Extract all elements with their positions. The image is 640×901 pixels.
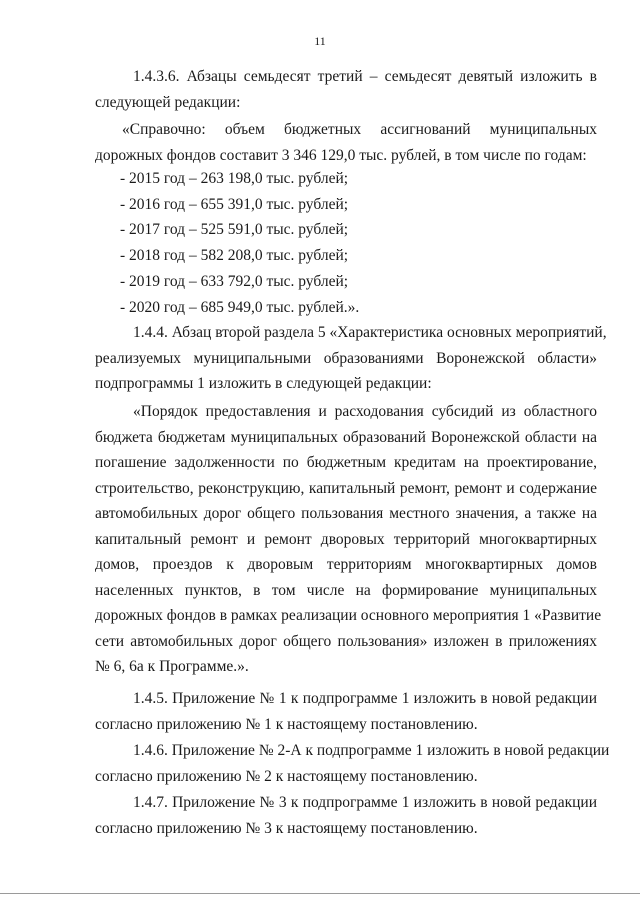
text-line: домов, проездов к дворовым территориям многоквартирных домов [95, 556, 597, 573]
text-line: автомобильных дорог общего пользования местного значения, а также на [95, 505, 597, 522]
text-line: «Справочно: объем бюджетных ассигнований муниципальных [122, 121, 597, 138]
text-line: 1.4.6. Приложение № 2-А к подпрограмме 1 изложить в новой редакции [133, 742, 610, 759]
text-line: погашение задолженности по бюджетным кредитам на проектирование, [95, 454, 597, 471]
paragraph-1-4-7 [95, 790, 597, 841]
list-item: - 2018 год – 582 208,0 тыс. рублей; [120, 247, 349, 265]
text-line: реализуемых муниципальными образованиями Воронежской области» [95, 349, 597, 367]
paragraph-reference [95, 117, 597, 168]
scan-edge-line [0, 893, 640, 894]
list-item: - 2017 год – 525 591,0 тыс. рублей; [120, 221, 349, 239]
list-item: - 2019 год – 633 792,0 тыс. рублей; [120, 272, 349, 290]
paragraph-1-4-3-6 [95, 64, 597, 115]
list-item: - 2020 год – 685 949,0 тыс. рублей.». [120, 298, 360, 316]
years-list [120, 166, 622, 320]
text-line: «Порядок предоставления и расходования субсидий из областного [133, 403, 597, 420]
text-line: 1.4.7. Приложение № 3 к подпрограмме 1 изложить в новой редакции [133, 794, 597, 811]
text-line: подпрограммы 1 изложить в следующей редакции: [95, 375, 432, 392]
text-line: 1.4.4. Абзац второй раздела 5 «Характеристика основных мероприятий, [133, 324, 607, 341]
text-line: № 6, 6а к Программе.». [95, 658, 249, 675]
text-line: дорожных фондов в рамках реализации основного мероприятия 1 «Развитие [95, 607, 602, 624]
text-line: 1.4.3.6. Абзацы семьдесят третий – семьдесят девятый изложить в [133, 68, 597, 85]
page-number: 11 [314, 34, 326, 48]
list-item: - 2016 год – 655 391,0 тыс. рублей; [120, 195, 349, 213]
text-line: населенных пунктов, в том числе на формирование муниципальных [95, 581, 597, 599]
paragraph-procedure [95, 399, 602, 680]
text-line: 1.4.5. Приложение № 1 к подпрограмме 1 изложить в новой редакции [133, 690, 597, 707]
text-line: строительство, реконструкцию, капитальный ремонт, ремонт и содержание [95, 479, 597, 497]
text-line: дорожных фондов составит 3 346 129,0 тыс. рублей, в том числе по годам: [95, 146, 587, 164]
paragraph-1-4-6 [95, 738, 610, 789]
text-line: согласно приложению № 3 к настоящему постановлению. [95, 819, 478, 837]
text-line: капитальный ремонт и ремонт дворовых территорий многоквартирных [95, 530, 597, 548]
text-line: согласно приложению № 2 к настоящему постановлению. [95, 767, 478, 785]
list-item: - 2015 год – 263 198,0 тыс. рублей; [120, 170, 349, 187]
text-line: следующей редакции: [95, 93, 241, 111]
text-line: сети автомобильных дорог общего пользования» изложен в приложениях [95, 632, 597, 650]
text-line: бюджета бюджетам муниципальных образований Воронежской области на [95, 428, 597, 446]
text-line: согласно приложению № 1 к настоящему постановлению. [95, 715, 478, 733]
paragraph-1-4-4 [95, 320, 607, 397]
paragraph-1-4-5 [95, 686, 597, 737]
